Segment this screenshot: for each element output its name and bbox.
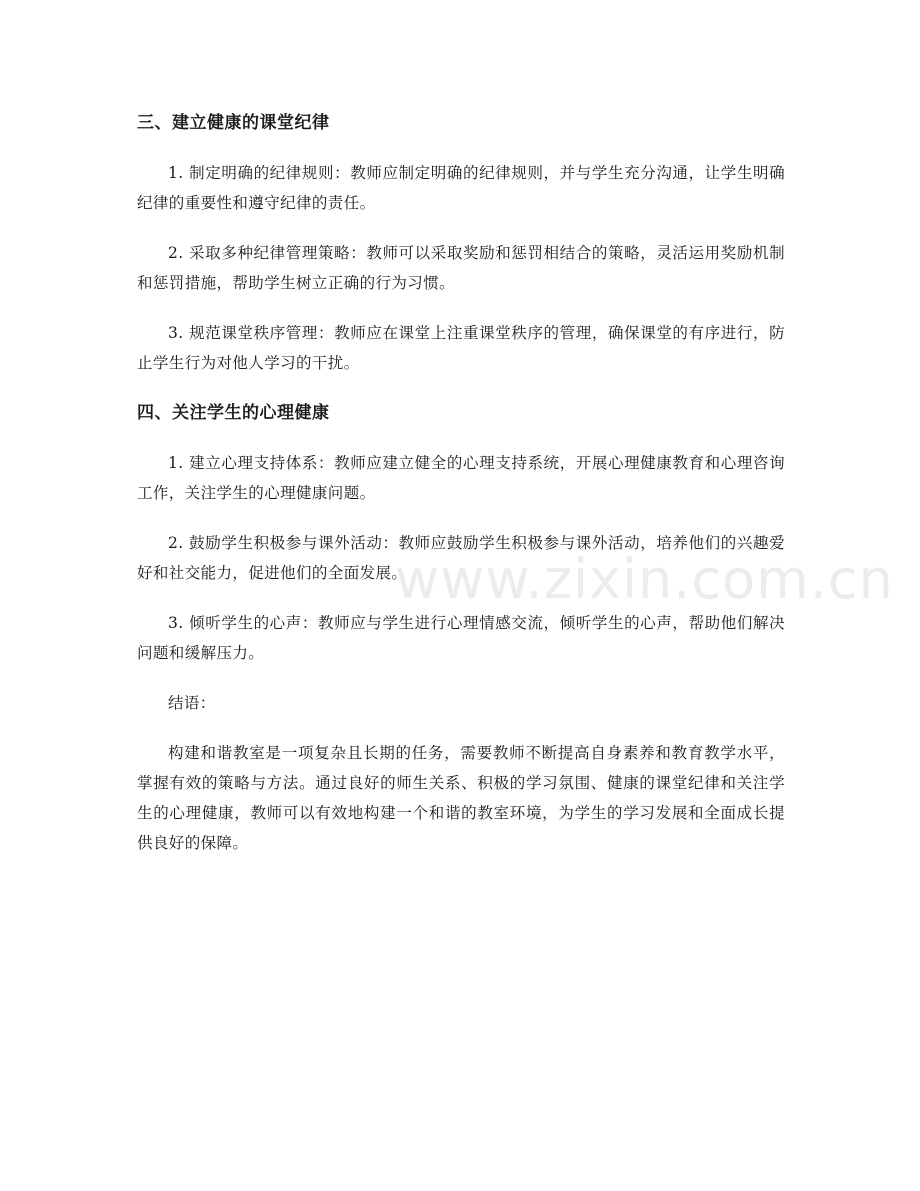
section-heading: 四、关注学生的心理健康 xyxy=(137,403,330,423)
watermark: www.zixin.com.cn xyxy=(395,548,894,611)
conclusion-label: 结语： xyxy=(168,694,216,712)
paragraph: 3. 规范课堂秩序管理：教师应在课堂上注重课堂秩序的管理，确保课堂的有序进行，防止学生行为对他人学习的干扰。 xyxy=(137,324,785,372)
section-heading: 三、建立健康的课堂纪律 xyxy=(137,113,330,133)
document-body xyxy=(137,108,785,878)
paragraph: 1. 制定明确的纪律规则：教师应制定明确的纪律规则，并与学生充分沟通，让学生明确纪律的重要性和遵守纪律的责任。 xyxy=(137,164,785,212)
conclusion xyxy=(137,688,785,858)
section-discipline xyxy=(137,108,785,378)
conclusion-text: 构建和谐教室是一项复杂且长期的任务，需要教师不断提高自身素养和教育教学水平，掌握有效的策略与方法。通过良好的师生关系、积极的学习氛围、健康的课堂纪律和关注学生的心理健康，教师可以有效地构建一个和谐的教室环境，为学生的学习发展和全面成长提供良好的保障。 xyxy=(137,744,785,852)
section-mental-health xyxy=(137,398,785,668)
paragraph: 3. 倾听学生的心声：教师应与学生进行心理情感交流，倾听学生的心声，帮助他们解决问题和缓解压力。 xyxy=(137,614,785,662)
paragraph: 1. 建立心理支持体系：教师应建立健全的心理支持系统，开展心理健康教育和心理咨询工作，关注学生的心理健康问题。 xyxy=(137,454,785,502)
paragraph: 2. 采取多种纪律管理策略：教师可以采取奖励和惩罚相结合的策略，灵活运用奖励机制和惩罚措施，帮助学生树立正确的行为习惯。 xyxy=(137,244,785,292)
paragraph: 2. 鼓励学生积极参与课外活动：教师应鼓励学生积极参与课外活动，培养他们的兴趣爱好和社交能力，促进他们的全面发展。 xyxy=(137,534,785,582)
